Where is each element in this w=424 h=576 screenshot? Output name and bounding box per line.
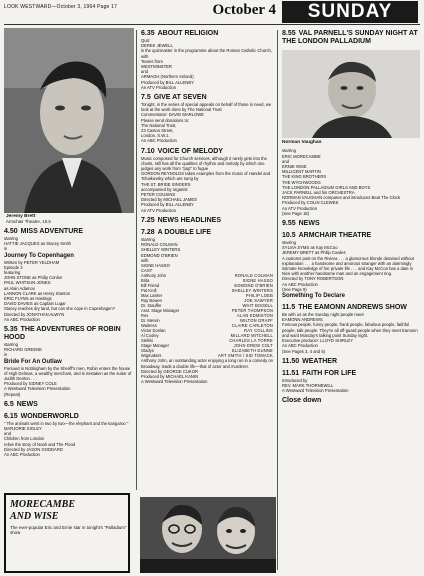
- cast-actor: SHELLEY WINTERS: [231, 288, 273, 294]
- programme-detail: RICHARD GREENE: [4, 347, 42, 353]
- programme-detail: Commentator: DAVID MARLOWE: [141, 112, 204, 118]
- cast-table: [141, 273, 273, 358]
- programme-detail: THE KING BROTHERS: [282, 174, 327, 180]
- programme-name: VAL PARNELL'S SUNDAY NIGHT AT THE LONDON PALLADIUM: [282, 30, 418, 45]
- cast-actor: PETER THOMPSON: [231, 308, 273, 314]
- programme-title: [282, 358, 420, 366]
- programme-detail: (Repeat): [4, 391, 21, 397]
- programme-listing: [141, 94, 273, 144]
- programme-detail: DAVID DAVIES as Captain Lugar: [4, 301, 66, 307]
- programme-detail: " The animals went in two by two—the elephant and the kangaroo ": [4, 420, 129, 426]
- programme-name: WONDERWORLD: [20, 412, 79, 420]
- programme-time: 9.55: [282, 220, 296, 228]
- programme-detail: An ATV Production: [141, 207, 177, 213]
- programme-detail: (See Page 18): [282, 210, 310, 216]
- programme-listing: [4, 413, 132, 457]
- morecambe-and-wise-caption: The ever-popular Eric and Ernie star in tonight's "Palladium" show: [10, 525, 127, 536]
- programme-name: NEWS: [16, 400, 38, 408]
- programme-title: [4, 228, 132, 236]
- programme-detail: Directed by GEORGE CUKOR: [141, 368, 199, 374]
- programme-detail: ARMAGH (Northern Ireland): [141, 74, 194, 80]
- programme-detail: GORDON REYNOLDS takes examples from the music of Handel and Tchaikovsky which are sung by: [141, 171, 271, 182]
- cast-role: Pat Kroll: [141, 288, 157, 294]
- programme-title: [141, 229, 273, 237]
- programme-name: A DOUBLE LIFE: [157, 228, 212, 236]
- jeremy-brett-caption: [6, 213, 134, 225]
- column-divider: [136, 30, 137, 490]
- cast-actor: JOE SAWYER: [244, 298, 273, 304]
- programme-title: [141, 217, 273, 225]
- programme-listing: [282, 148, 420, 216]
- programme-time: 8.55: [282, 30, 296, 37]
- programme-detail: Be with us as the Sunday night people meet: [282, 312, 364, 318]
- programme-title: [141, 30, 273, 38]
- programme-detail: RONALD COLMAN: [141, 242, 178, 248]
- programme-listing: [141, 30, 273, 90]
- programme-name: VOICE OF MELODY: [157, 147, 223, 155]
- programme-detail: SYLVIA SYMS as Kay McCoo: [282, 245, 338, 251]
- programme-detail: and: [282, 158, 289, 164]
- programme-detail: An ABC Production: [282, 281, 318, 287]
- programme-detail: An ATV Production: [282, 205, 318, 211]
- programme-detail: ERIC FLYNN as Hastings: [4, 296, 52, 302]
- programme-detail: ERIC MORECAMBE: [282, 153, 321, 159]
- programme-detail: THE ST. BRIDE SINGERS: [141, 181, 191, 187]
- programme-title: [141, 148, 273, 156]
- programme-detail: CAST: [141, 268, 153, 274]
- programme-detail: as Alain Adamov: [4, 285, 35, 291]
- programme-detail: WESTMINSTER: [141, 64, 172, 70]
- programme-detail: EAMONN ANDREWS: [282, 317, 323, 323]
- programme-time: 7.28: [141, 228, 155, 236]
- listing-day: SUNDAY: [282, 1, 418, 23]
- programme-name: GIVE AT SEVEN: [153, 94, 207, 102]
- programme-detail: starring: [282, 148, 296, 154]
- cast-role: Victor Donlan: [141, 328, 166, 334]
- programme-name: NEWS: [298, 220, 320, 228]
- morecambe-and-wise-photo: [140, 497, 276, 573]
- programme-detail: Tonight, in the series of special appeals on behalf of those in need, we look at the work done by The National Trust: [141, 102, 272, 113]
- programme-detail: Episode 3: [4, 264, 23, 270]
- programme-detail: starring: [4, 342, 18, 348]
- programme-detail: LANNON CLARK as Henry Stanton: [4, 290, 71, 296]
- programme-detail: An ABC Production: [4, 452, 40, 458]
- programme-listing: [141, 148, 273, 213]
- programme-detail: A Westward Television Presentation: [282, 388, 349, 394]
- programme-detail: SHELLEY WINTERS: [141, 247, 181, 253]
- column-middle: [141, 30, 273, 388]
- programme-detail: and: [4, 431, 11, 437]
- programme-listing: [141, 217, 273, 225]
- programme-title: [282, 304, 420, 312]
- cast-role: Rex: [141, 313, 149, 319]
- programme-time: 6.35: [141, 30, 155, 37]
- programme-detail: NORMAN VAUGHAN compares and introduces Beat The Clock: [282, 195, 401, 201]
- programme-detail: DEREK JEWELL: [141, 43, 173, 49]
- cast-role: Gladys: [141, 348, 154, 354]
- cast-actor: ALAN EDMISTON: [237, 313, 273, 319]
- programme-detail: Anthony John, an outstanding actor enjoying a long run in a comedy on Broadway, leads a double life—that of actor and murderer.: [141, 358, 273, 369]
- norman-vaughan-photo: [282, 50, 420, 138]
- programme-detail: HATTIE JACQUES as Stacey Smith: [4, 241, 71, 247]
- programme-detail: EDMOND O'BRIEN: [141, 252, 178, 258]
- close-down: Close down: [282, 397, 322, 405]
- programme-name: WEATHER: [302, 357, 338, 365]
- cast-actor: PHILIP LOEB: [245, 293, 273, 299]
- programme-title: [282, 30, 420, 46]
- programme-detail: starring: [4, 236, 18, 241]
- norman-vaughan-caption: Norman Vaughan: [282, 140, 322, 145]
- programme-detail: in: [4, 246, 8, 252]
- cast-actor: RONALD COLMAN: [234, 273, 273, 279]
- programme-detail: An ABC Production: [282, 343, 318, 349]
- cast-role: Stellini: [141, 338, 154, 344]
- programme-name: NEWS HEADLINES: [157, 216, 222, 224]
- programme-detail: Produced by BILL ALLENBY: [141, 79, 194, 85]
- programme-title: [141, 94, 273, 102]
- programme-detail: starring: [141, 236, 155, 242]
- programme-detail: Music composed for Church services, although it rarely gets into the charts, still has all the qualities of rhythm and melody by which one judges any work from "pop" to fugue: [141, 155, 267, 172]
- cast-role: Asst. Stage Manager: [141, 308, 180, 314]
- programme-title: [4, 326, 132, 342]
- cast-role: Wigmakers: [141, 353, 162, 359]
- programme-detail: starring: [282, 240, 296, 246]
- cast-actor: MILLARD MITCHELL: [230, 333, 273, 339]
- programme-detail: Executive producer: LLOYD SHIRLEY: [282, 338, 353, 344]
- programme-time: 11.51: [282, 369, 300, 377]
- programme-detail: A Westward Television Presentation: [4, 386, 71, 392]
- programme-name: FAITH FOR LIFE: [302, 369, 357, 377]
- programme-subtitle: Something To Declare: [282, 293, 345, 300]
- programme-time: 6.5: [4, 400, 14, 408]
- programme-listing: [282, 370, 420, 394]
- programme-detail: Directed by JASON GODDARD: [4, 446, 63, 452]
- programme-detail: Directed by MICHAEL JAMES: [141, 197, 197, 203]
- programme-detail: Written by PETER YELDHAM: [4, 259, 60, 265]
- programme-title: [282, 220, 420, 228]
- programme-detail: THE LONDON PALLADIUM GIRLS AND BOYS: [282, 184, 371, 190]
- programme-detail: with: [141, 53, 149, 59]
- programme-name: MISS ADVENTURE: [20, 228, 83, 235]
- programme-title: [4, 413, 132, 421]
- cast-role: Al Cooley: [141, 333, 159, 339]
- programme-listing: [282, 304, 420, 354]
- programme-listing: [141, 229, 273, 384]
- listing-date: October 4: [212, 2, 276, 18]
- programme-name: THE EAMONN ANDREWS SHOW: [298, 304, 407, 312]
- cast-role: Dr. Mervin: [141, 318, 160, 324]
- programme-listing: [4, 228, 132, 322]
- programme-detail: A Westward Television Presentation: [141, 379, 208, 385]
- cast-actor: WILTON GRAFF: [240, 318, 273, 324]
- column-right: [282, 30, 420, 405]
- programme-time: 5.35: [4, 326, 18, 334]
- programme-listing: [282, 358, 420, 366]
- programme-detail: Directed by JONATHAN ALWYN: [4, 311, 65, 317]
- jeremy-brett-photo: [4, 28, 134, 213]
- programme-detail: Produced by BILL ALLENBY: [141, 202, 194, 208]
- programme-detail: Introduced by: [282, 377, 308, 383]
- programme-name: THE ADVENTURES OF ROBIN HOOD: [4, 326, 121, 342]
- programme-title: [282, 232, 420, 240]
- programme-detail: is the quizmaster in the programme about the Roman Catholic Church,: [141, 48, 273, 54]
- programme-detail: ERNIE WISE: [282, 164, 307, 170]
- programme-detail: 23 Caxton Street,: [141, 128, 174, 134]
- cast-role: Dr. Stauffer: [141, 303, 162, 309]
- caption-text: Armchair Theatre, 10.5: [6, 219, 51, 225]
- programme-detail: MARJORIE SIGLEY: [4, 426, 42, 432]
- caption-name: Jeremy Brett: [6, 214, 36, 219]
- programme-detail: An ABC Production: [4, 316, 40, 322]
- programme-detail: PAUL WHITSUN-JONES: [4, 280, 51, 286]
- morecambe-and-wise-title: MORECAMBE AND WISE: [10, 499, 76, 522]
- programme-detail: Produced by SIDNEY COLE: [4, 381, 57, 387]
- programme-subtitle: Journey To Copenhagen: [4, 252, 74, 259]
- programme-time: 11.5: [282, 304, 296, 312]
- programme-title: [282, 370, 420, 378]
- cast-actor: ART SMITH / SID TOMACK: [217, 353, 273, 359]
- programme-detail: featuring: [4, 270, 21, 276]
- programme-time: 6.15: [4, 412, 18, 420]
- programme-listing: [282, 220, 420, 228]
- programme-listing: [282, 30, 420, 46]
- cast-role: Ray Bowen: [141, 298, 162, 304]
- page-header: LOOK WESTWARD—October 3, 1964 Page 17: [4, 4, 118, 10]
- cast-actor: WHIT BISSELL: [242, 303, 273, 309]
- programme-detail: An ATV Production: [141, 84, 177, 90]
- programme-detail: Please send donations to:: [141, 117, 190, 123]
- programme-detail: SIGNE HASSO: [141, 262, 170, 268]
- cast-actor: JOHN DREW COLT: [233, 343, 273, 349]
- programme-detail: Pursued in Nottingham by the Sheriff's men, Robin enters the house of High Delmas, a wealthy merchant, and is mistaken as the suitor of Judith Denton . . .: [4, 365, 132, 382]
- programme-time: 7.10: [141, 147, 155, 155]
- programme-listing: [4, 326, 132, 397]
- programme-detail: A customs post on the Riviera . . . a glamorous blonde detained without explanation . . . a handsome and amorous stranger with an alarmingly intimate knowledge of her private life . . . and Kay McCoo has a date in Nice with another handsome man and an engagement ring.: [282, 255, 414, 277]
- programme-detail: accompanied by organist: [141, 186, 188, 192]
- programme-detail: Quiz: [141, 38, 150, 43]
- cast-role: Anthony John: [141, 273, 167, 279]
- programme-detail: PETER COUSINS: [141, 192, 176, 198]
- cast-role: Max Lasker: [141, 293, 163, 299]
- programme-detail: Produced by COLIN CLEWES: [282, 200, 339, 206]
- header-rule: [4, 24, 420, 25]
- programme-detail: Stacey reaches dry land, but can she cope in Copenhagen?: [4, 306, 116, 312]
- programme-detail: Directed by TONY ROBERTSON: [282, 276, 344, 282]
- programme-detail: London, S.W.1.: [141, 133, 170, 139]
- programme-detail: (See Pages 3, 4 and 5): [282, 348, 326, 354]
- programme-detail: The National Trust,: [141, 122, 177, 128]
- programme-title: [4, 401, 132, 409]
- programme-detail: Famous people, funny people, frank people, fabulous people, faithful people, talk people. They're all off-guard people when they meet Eamonn and want Monday's talking point Sunday night.: [282, 322, 418, 338]
- cast-role: Stage Manager: [141, 343, 169, 349]
- programme-detail: JEREMY BRETT as Philip Cowles: [282, 250, 346, 256]
- cast-actor: SIGNE HASSO: [242, 278, 273, 284]
- programme-time: 7.25: [141, 216, 155, 224]
- morecambe-and-wise-box: [4, 493, 130, 573]
- programme-detail: JACK PARNELL and his ORCHESTRA: [282, 190, 355, 196]
- programme-listing: [282, 232, 420, 300]
- cast-role: Bill Friend: [141, 283, 160, 289]
- cast-role: Brita: [141, 278, 150, 284]
- programme-detail: Teams from: [141, 58, 163, 64]
- cast-actor: EDMOND O'BRIEN: [234, 283, 273, 289]
- cast-actor: ELIZABETH DUNNE: [232, 348, 273, 354]
- cast-actor: CLAIRE CARLETON: [231, 323, 273, 329]
- programme-detail: JOHN STONE as Philip Conlon: [4, 275, 63, 281]
- programme-listing: [4, 401, 132, 409]
- column-divider: [277, 30, 278, 570]
- programme-time: 11.50: [282, 357, 300, 365]
- programme-detail: Children from London: [4, 436, 45, 442]
- programme-time: 10.5: [282, 232, 296, 240]
- column-left: [4, 228, 132, 461]
- programme-detail: An ABC Production: [141, 138, 177, 144]
- programme-time: 7.5: [141, 94, 151, 102]
- programme-detail: THE WYCHWOODS: [282, 179, 321, 185]
- programme-detail: MILLICENT MARTIN: [282, 169, 321, 175]
- programme-detail: in: [4, 352, 8, 358]
- programme-detail: REV. MARK THORNEWILL: [282, 382, 334, 388]
- programme-name: ARMCHAIR THEATRE: [298, 232, 372, 240]
- programme-name: ABOUT RELIGION: [157, 30, 219, 37]
- programme-detail: relive the story of Noah and The Flood: [4, 441, 76, 447]
- programme-detail: with: [141, 257, 149, 263]
- programme-detail: and: [141, 69, 148, 75]
- programme-detail: Produced by MICHAEL KANIN: [141, 373, 199, 379]
- programme-time: 4.50: [4, 228, 18, 235]
- cast-actor: RAY COLLINS: [244, 328, 273, 334]
- programme-detail: (See Page 9): [282, 286, 307, 292]
- programme-subtitle: Bride For An Outlaw: [4, 358, 62, 365]
- cast-role: Waitress: [141, 323, 157, 329]
- cast-actor: CHARLES LA TORRE: [229, 338, 273, 344]
